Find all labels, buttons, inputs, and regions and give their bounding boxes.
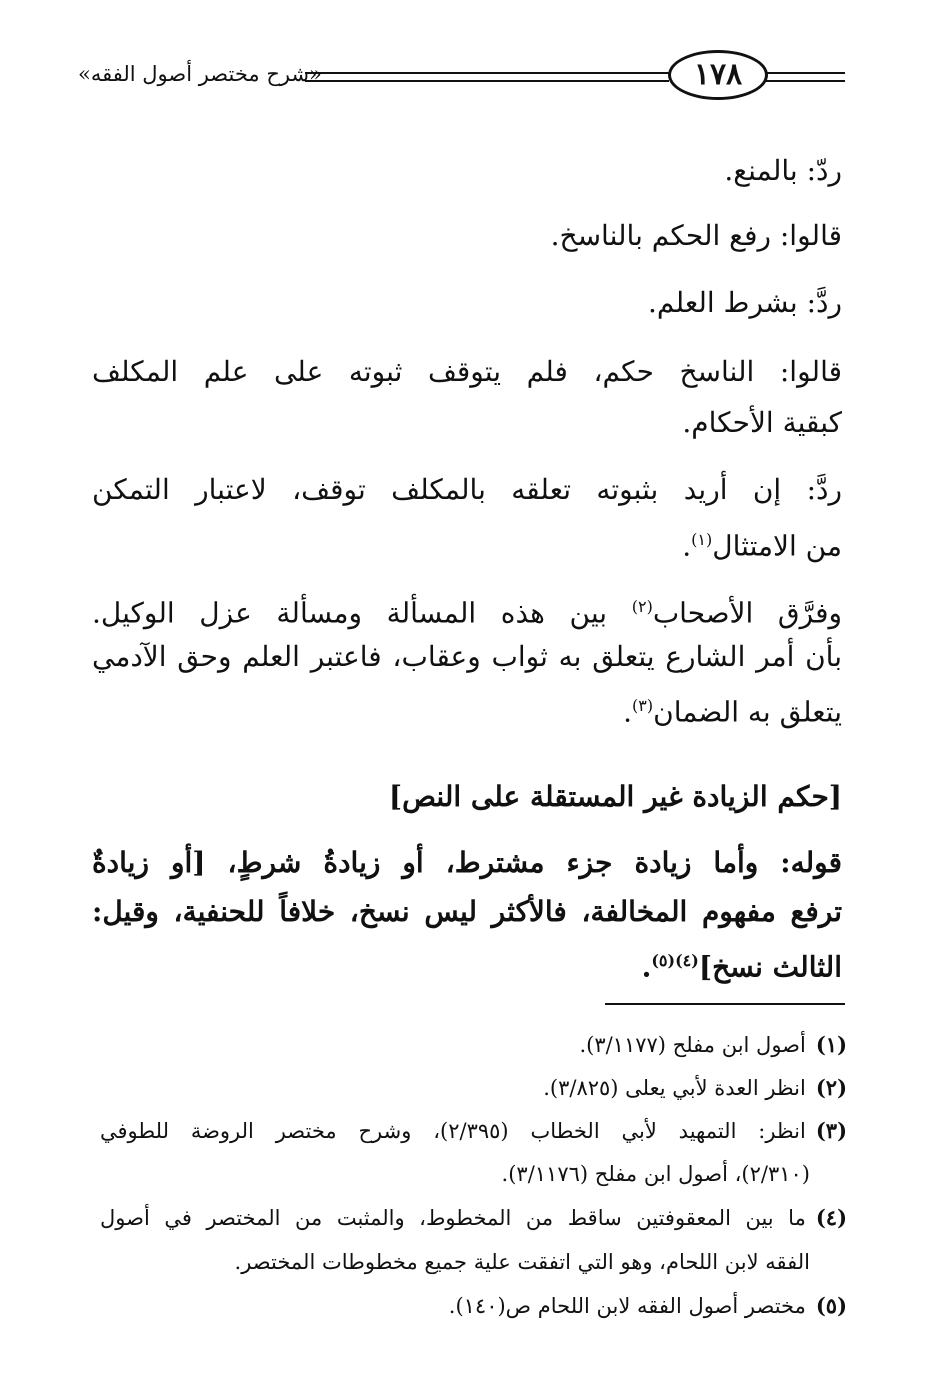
- quote-line-3-text: الثالث نسخ]: [698, 950, 842, 984]
- body-line-8-b: بين هذه المسألة ومسألة عزل الوكيل.: [92, 596, 608, 630]
- footnote-4: [100, 1203, 847, 1233]
- body-line-7: [682, 520, 842, 566]
- footnote-4-text-a: ما بين المعقوفتين ساقط من المخطوط، والمثبت من المختصر في أصول: [100, 1206, 806, 1230]
- body-line-10-end: .: [623, 695, 633, 729]
- footnote-1-number: (١): [815, 1032, 847, 1057]
- body-line-6: ردَّ: إن أريد بثبوته تعلقه بالمكلف توقف، لاعتبار التمكن: [92, 473, 842, 506]
- running-header-title: «شرح مختصر أصول الفقه»: [78, 62, 322, 86]
- footnote-5-number: (٥): [815, 1293, 847, 1318]
- quote-line-2: ترفع مفهوم المخالفة، فالأكثر ليس نسخ، خلافاً للحنفية، وقيل:: [92, 895, 842, 928]
- footnote-3-continued: (٢/٣١٠)، أصول ابن مفلح (٣/١١٧٦).: [501, 1162, 810, 1186]
- footnote-3-number: (٣): [815, 1118, 847, 1143]
- footnote-1-text: أصول ابن مفلح (٣/١١٧٧).: [579, 1033, 806, 1057]
- body-line-2: قالوا: رفع الحكم بالناسخ.: [550, 219, 842, 252]
- body-line-4: قالوا: الناسخ حكم، فلم يتوقف ثبوته على علم المكلف: [92, 355, 842, 388]
- footnote-4-continued: الفقه لابن اللحام، وهو التي اتفقت علية جميع مخطوطات المختصر.: [234, 1250, 810, 1274]
- footnote-ref-1[interactable]: (١): [691, 530, 713, 549]
- footnote-5-text: مختصر أصول الفقه لابن اللحام ص(١٤٠).: [448, 1294, 806, 1318]
- quote-line-1: قوله: وأما زيادة جزء مشترط، أو زيادةُ شرطٍ، [أو زيادةٌ: [92, 846, 842, 879]
- section-heading: [حكم الزيادة غير المستقلة على النص]: [388, 780, 842, 813]
- footnote-ref-2[interactable]: (٢): [631, 597, 653, 616]
- header-rule-left: [305, 72, 669, 82]
- footnote-ref-4-5[interactable]: (٤)(٥): [651, 951, 699, 970]
- footnote-5: [449, 1291, 847, 1321]
- footnote-4-number: (٤): [815, 1205, 847, 1230]
- body-line-10: [623, 686, 842, 732]
- page-number: ١٧٨: [693, 57, 743, 92]
- footnote-3: [100, 1116, 847, 1146]
- body-line-8: [92, 587, 842, 633]
- footnote-2-number: (٢): [815, 1075, 847, 1100]
- footnote-separator: [605, 1003, 845, 1005]
- body-line-7-end: .: [682, 529, 692, 563]
- quote-line-3: [642, 941, 842, 987]
- footnote-1: [579, 1030, 847, 1060]
- body-line-3: ردَّ: بشرط العلم.: [648, 286, 842, 319]
- footnote-3-text-a: انظر: التمهيد لأبي الخطاب (٢/٣٩٥)، وشرح مختصر الروضة للطوفي: [100, 1119, 806, 1143]
- body-line-10-text: يتعلق به الضمان: [653, 695, 842, 729]
- body-line-8-a: وفرَّق الأصحاب: [652, 596, 843, 630]
- body-line-7-text: من الامتثال: [712, 529, 842, 563]
- body-line-5: كبقية الأحكام.: [682, 406, 842, 439]
- quote-line-3-end: .: [641, 950, 652, 984]
- footnote-2-text: انظر العدة لأبي يعلى (٣/٨٢٥).: [543, 1076, 806, 1100]
- footnote-2: [543, 1073, 847, 1103]
- body-line-9: بأن أمر الشارع يتعلق به ثواب وعقاب، فاعتبر العلم وحق الآدمي: [92, 640, 842, 673]
- body-line-1: ردّ: بالمنع.: [724, 154, 842, 187]
- page-number-badge: [668, 50, 768, 100]
- footnote-ref-3[interactable]: (٣): [632, 696, 654, 715]
- header-rule-right: [765, 72, 845, 82]
